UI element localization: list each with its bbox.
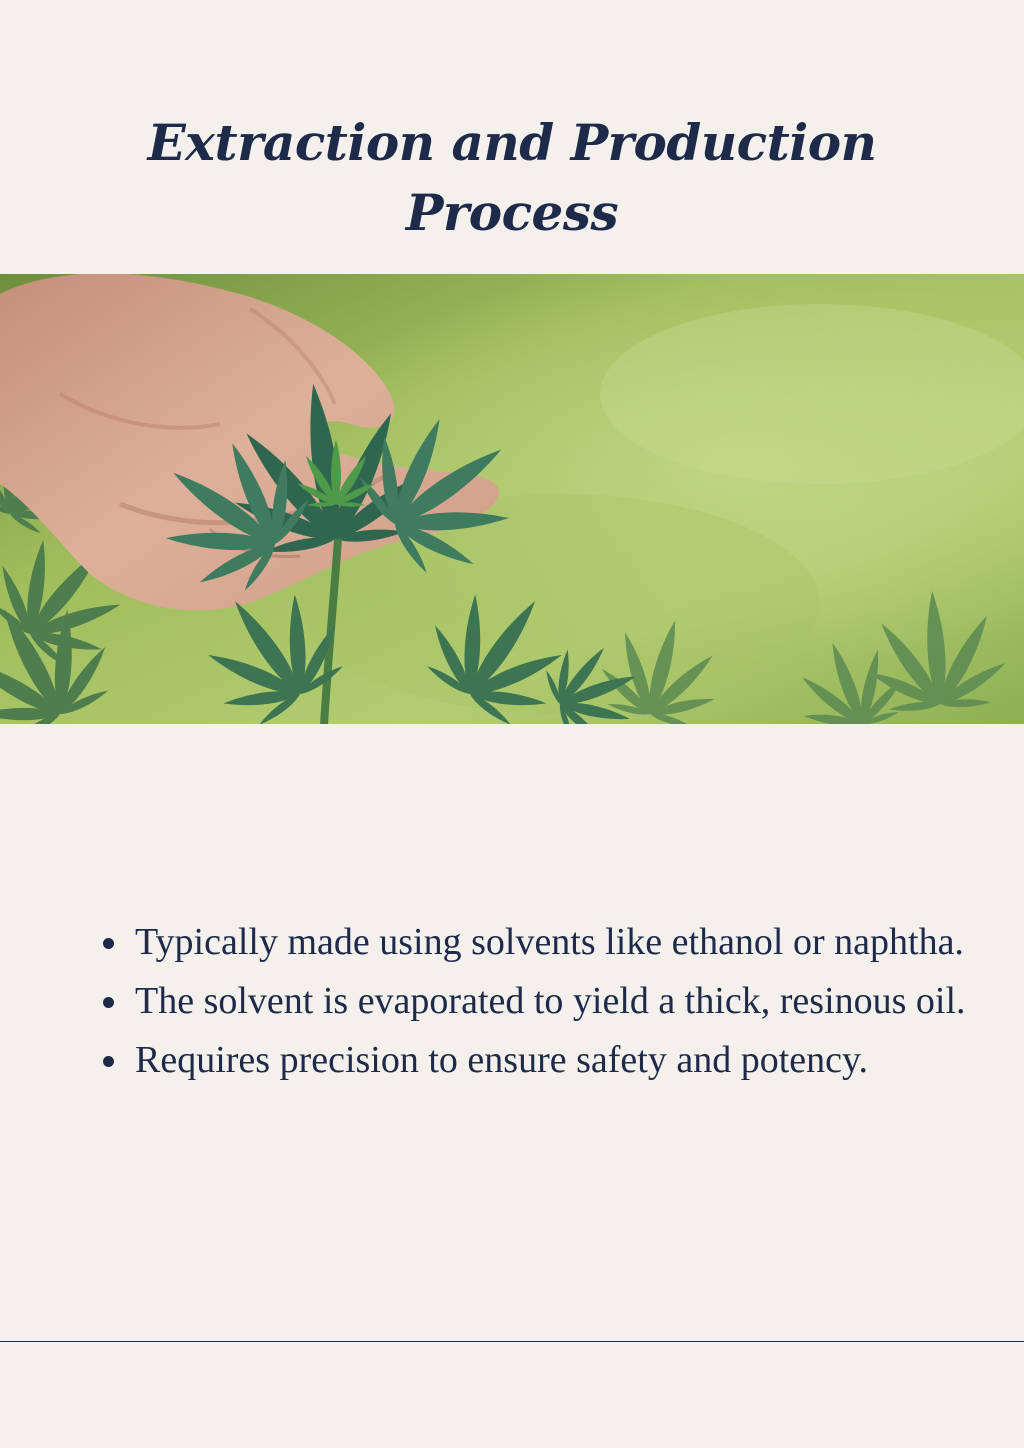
hero-image [0, 274, 1024, 724]
list-item-text: Requires precision to ensure safety and potency. [135, 1039, 869, 1081]
list-item-text: Typically made using solvents like ethanol or naphtha. [135, 921, 964, 963]
bullet-dot-icon [103, 997, 114, 1008]
footer-divider [0, 1341, 1024, 1342]
bullet-list [100, 913, 980, 1090]
list-item [100, 913, 980, 972]
list-item [100, 972, 980, 1031]
bullet-dot-icon [103, 1056, 114, 1067]
list-item [100, 1031, 980, 1090]
list-item-text: The solvent is evaporated to yield a thick, resinous oil. [135, 980, 966, 1022]
page-title: Extraction and Production Process [147, 113, 877, 242]
bullet-dot-icon [103, 938, 114, 949]
